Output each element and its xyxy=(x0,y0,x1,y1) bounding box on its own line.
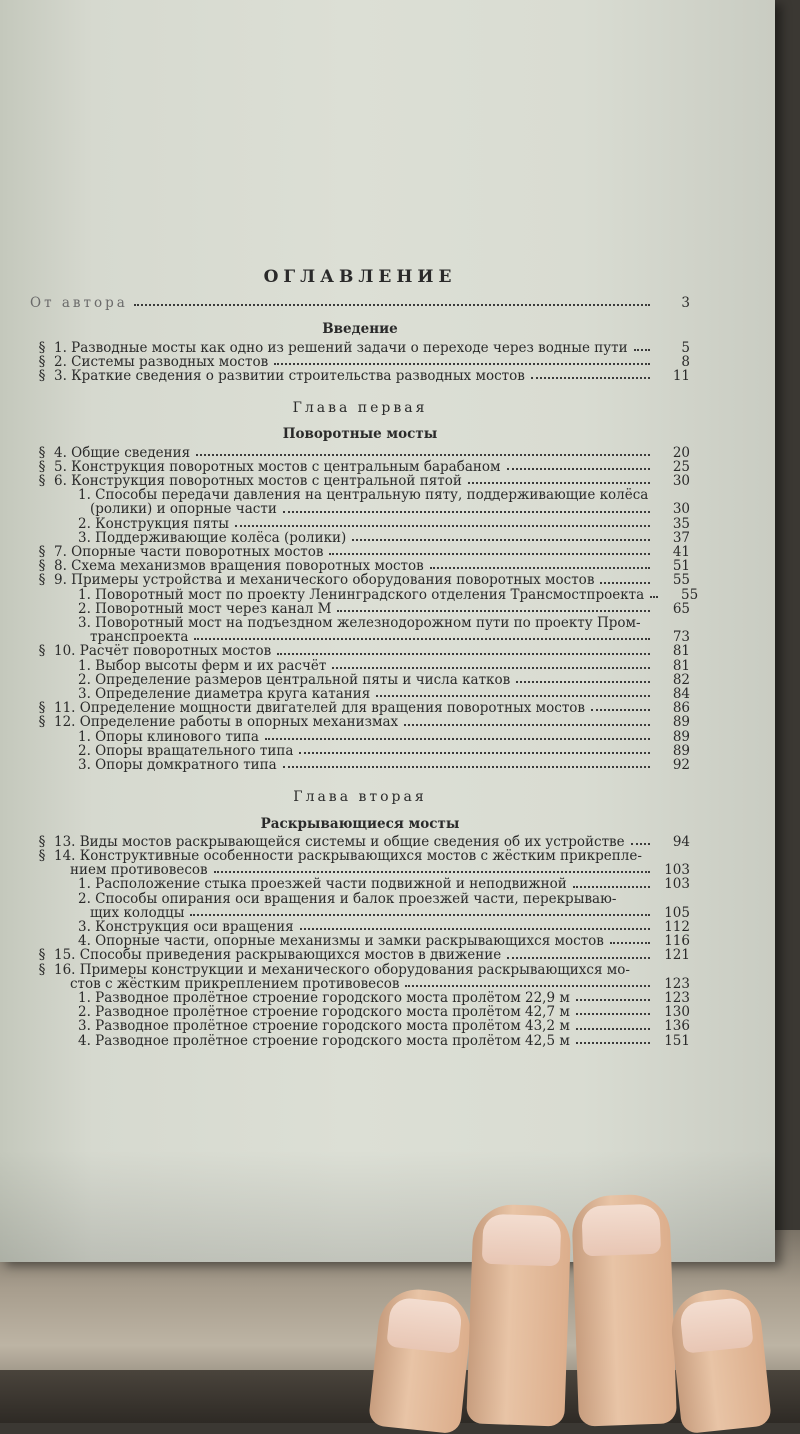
dot-leader xyxy=(332,667,650,669)
toc-entry xyxy=(30,849,690,863)
page-number: 55 xyxy=(680,586,699,603)
entry-continuation: нием противовесов xyxy=(70,862,208,879)
entry-label: 3. Конструкция оси вращения xyxy=(78,918,294,935)
section-sign: § xyxy=(38,643,46,660)
entry-label: 2. Системы разводных мостов xyxy=(54,353,269,370)
toc-entry-continuation xyxy=(30,863,690,877)
toc-entry xyxy=(30,573,690,587)
dot-leader xyxy=(283,511,650,513)
entry-label: 2. Поворотный мост через канал М xyxy=(78,600,332,617)
page-number: 112 xyxy=(664,918,690,935)
toc-subentry xyxy=(30,488,690,502)
section-sign: § xyxy=(38,847,46,864)
section-sign: § xyxy=(38,458,46,475)
page-number: 81 xyxy=(672,657,690,674)
toc-entry-continuation xyxy=(30,502,690,516)
entry-label: 3. Опоры домкратного типа xyxy=(78,757,277,774)
page-number: 3 xyxy=(681,295,690,312)
page-number: 89 xyxy=(672,742,690,759)
chapter-1-label: Глава первая xyxy=(292,400,428,417)
section-sign: § xyxy=(38,473,46,490)
dot-leader xyxy=(299,752,650,754)
fingernail xyxy=(386,1297,463,1354)
dot-leader xyxy=(329,553,650,555)
toc-entry-author xyxy=(30,296,690,310)
dot-leader xyxy=(405,985,650,987)
toc-subentry xyxy=(30,1005,690,1019)
toc-entry xyxy=(30,948,690,962)
toc-subentry xyxy=(30,758,690,772)
toc-entry xyxy=(30,835,690,849)
toc-entry xyxy=(30,355,690,369)
entry-label: 2. Способы опирания оси вращения и балок проезжей части, перекрываю- xyxy=(78,890,617,907)
section-sign: § xyxy=(38,368,46,385)
fingernail xyxy=(482,1214,562,1267)
toc-subentry xyxy=(30,687,690,701)
page-number: 51 xyxy=(672,558,690,575)
dot-leader xyxy=(430,567,650,569)
dot-leader xyxy=(404,724,650,726)
entry-label: 7. Опорные части поворотных мостов xyxy=(54,544,324,561)
dot-leader xyxy=(194,638,650,640)
entry-label: 1. Поворотный мост по проекту Ленинградского отделения Трансмостпроекта xyxy=(78,586,645,603)
dot-leader xyxy=(274,363,650,365)
toc-subentry xyxy=(30,892,690,906)
entry-label: 13. Виды мостов раскрывающейся системы и общие сведения об их устройстве xyxy=(54,833,625,850)
toc-entry xyxy=(30,559,690,573)
dot-leader xyxy=(235,525,650,527)
entry-continuation: щих колодцы xyxy=(90,904,185,921)
entry-label: 4. Разводное пролётное строение городского моста пролётом 42,5 м xyxy=(78,1032,570,1049)
section-sign: § xyxy=(38,961,46,978)
dot-leader xyxy=(650,596,658,598)
dot-leader xyxy=(196,454,650,456)
entry-label: 3. Разводное пролётное строение городского моста пролётом 43,2 м xyxy=(78,1018,570,1035)
dot-leader xyxy=(576,1013,650,1015)
page-number: 37 xyxy=(672,529,690,546)
page-number: 136 xyxy=(664,1018,690,1035)
toc-subentry xyxy=(30,616,690,630)
section-sign: § xyxy=(38,353,46,370)
dot-leader xyxy=(507,957,650,959)
entry-label: 10. Расчёт поворотных мостов xyxy=(54,643,272,660)
toc-entry xyxy=(30,460,690,474)
page-number: 82 xyxy=(672,671,690,688)
entry-label: 11. Определение мощности двигателей для вращения поворотных мостов xyxy=(54,700,586,717)
page-number: 105 xyxy=(664,904,690,921)
section-sign: § xyxy=(38,700,46,717)
dot-leader xyxy=(468,482,650,484)
entry-label: 6. Конструкция поворотных мостов с центральной пятой xyxy=(54,473,462,490)
toc-entry xyxy=(30,341,690,355)
toc-subentry xyxy=(30,730,690,744)
page-number: 8 xyxy=(681,353,690,370)
page-number: 5 xyxy=(681,339,690,356)
page-number: 123 xyxy=(664,989,690,1006)
toc-subentry xyxy=(30,1019,690,1033)
toc-entry xyxy=(30,369,690,383)
dot-leader xyxy=(507,468,650,470)
page-number: 121 xyxy=(664,947,690,964)
dot-leader xyxy=(576,999,650,1001)
page-number: 86 xyxy=(672,700,690,717)
author-label: От автора xyxy=(30,295,128,312)
entry-continuation: транспроекта xyxy=(90,629,189,646)
finger-1 xyxy=(368,1286,474,1434)
toc-subentry xyxy=(30,673,690,687)
entry-label: 1. Способы передачи давления на центральную пяту, поддерживающие колёса xyxy=(78,487,649,504)
dot-leader xyxy=(214,871,650,873)
entry-label: 14. Конструктивные особенности раскрывающихся мостов с жёстким прикрепле- xyxy=(54,847,642,864)
dot-leader xyxy=(277,653,650,655)
page-number: 92 xyxy=(672,757,690,774)
entry-label: 3. Поворотный мост на подъездном железнодорожном пути по проекту Пром- xyxy=(78,615,641,632)
section-sign: § xyxy=(38,833,46,850)
intro-list xyxy=(30,341,690,384)
toc-subentry xyxy=(30,1034,690,1048)
dot-leader xyxy=(600,582,650,584)
table-of-contents xyxy=(30,267,699,1049)
toc-subentry xyxy=(30,877,690,891)
page-number: 65 xyxy=(672,600,690,617)
page-number: 81 xyxy=(672,643,690,660)
toc-entry-continuation xyxy=(30,630,690,644)
intro-heading: Введение xyxy=(322,321,398,338)
section-sign: § xyxy=(38,339,46,356)
toc-entry xyxy=(30,963,690,977)
toc-subentry xyxy=(30,991,690,1005)
entry-label: 3. Краткие сведения о развитии строительства разводных мостов xyxy=(54,368,525,385)
section-sign: § xyxy=(38,444,46,461)
entry-label: 3. Определение диаметра круга катания xyxy=(78,686,371,703)
entry-label: 5. Конструкция поворотных мостов с центральным барабаном xyxy=(54,458,501,475)
finger-2 xyxy=(466,1203,572,1426)
dot-leader xyxy=(337,610,650,612)
entry-label: 3. Поддерживающие колёса (ролики) xyxy=(78,529,347,546)
toc-subentry xyxy=(30,659,690,673)
dot-leader xyxy=(134,304,650,306)
section-sign: § xyxy=(38,714,46,731)
dot-leader xyxy=(352,539,650,541)
toc-subentry xyxy=(30,744,690,758)
page-number: 41 xyxy=(672,544,690,561)
page-number: 89 xyxy=(672,714,690,731)
toc-subentry xyxy=(30,531,690,545)
page-number: 25 xyxy=(672,458,690,475)
finger-3 xyxy=(571,1193,677,1426)
page-number: 73 xyxy=(672,629,690,646)
entry-label: 4. Опорные части, опорные механизмы и замки раскрывающихся мостов xyxy=(78,933,604,950)
page-number: 116 xyxy=(664,933,690,950)
toc-entry xyxy=(30,474,690,488)
dot-leader xyxy=(610,942,650,944)
page-number: 55 xyxy=(672,572,690,589)
page-number: 11 xyxy=(672,368,690,385)
dot-leader xyxy=(631,843,650,845)
page-number: 30 xyxy=(672,473,690,490)
page-number: 123 xyxy=(664,975,690,992)
entry-label: 2. Разводное пролётное строение городского моста пролётом 42,7 м xyxy=(78,1004,570,1021)
entry-label: 1. Выбор высоты ферм и их расчёт xyxy=(78,657,327,674)
chapter-2-title: Раскрывающиеся мосты xyxy=(260,815,460,832)
section-sign: § xyxy=(38,558,46,575)
page-number: 94 xyxy=(672,833,690,850)
dot-leader xyxy=(634,349,650,351)
dot-leader xyxy=(376,695,650,697)
chapter-1-list xyxy=(30,444,699,774)
entry-continuation: (ролики) и опорные части xyxy=(90,501,277,518)
toc-subentry xyxy=(30,517,690,531)
section-sign: § xyxy=(38,572,46,589)
dot-leader xyxy=(531,377,650,379)
toc-entry xyxy=(30,701,690,715)
toc-entry xyxy=(30,545,690,559)
dot-leader xyxy=(516,681,650,683)
toc-entry-continuation xyxy=(30,906,690,920)
page-number: 30 xyxy=(672,501,690,518)
page-number: 35 xyxy=(672,515,690,532)
dot-leader xyxy=(283,766,650,768)
dot-leader xyxy=(573,886,650,888)
entry-label: 1. Опоры клинового типа xyxy=(78,728,259,745)
page-number: 103 xyxy=(664,876,690,893)
toc-entry xyxy=(30,446,690,460)
entry-label: 8. Схема механизмов вращения поворотных мостов xyxy=(54,558,424,575)
entry-label: 1. Расположение стыка проезжей части подвижной и неподвижной xyxy=(78,876,567,893)
page-number: 151 xyxy=(664,1032,690,1049)
toc-entry xyxy=(30,715,690,729)
entry-label: 12. Определение работы в опорных механизмах xyxy=(54,714,399,731)
fingernail xyxy=(679,1297,754,1354)
toc-title: ОГЛАВЛЕНИЕ xyxy=(263,267,457,287)
toc-subentry xyxy=(30,934,690,948)
section-sign: § xyxy=(38,947,46,964)
page-number: 89 xyxy=(672,728,690,745)
chapter-2-list xyxy=(30,835,690,1048)
page-number: 20 xyxy=(672,444,690,461)
chapter-2-label: Глава вторая xyxy=(293,789,427,806)
entry-label: 15. Способы приведения раскрывающихся мостов в движение xyxy=(54,947,502,964)
entry-label: 1. Разводное пролётное строение городского моста пролётом 22,9 м xyxy=(78,989,570,1006)
page-number: 84 xyxy=(672,686,690,703)
chapter-1-title: Поворотные мосты xyxy=(282,426,438,443)
toc-subentry xyxy=(30,586,699,603)
entry-label: 4. Общие сведения xyxy=(54,444,191,461)
page-number: 103 xyxy=(664,862,690,879)
entry-continuation: стов с жёстким прикреплением противовесов xyxy=(70,975,400,992)
page-number: 130 xyxy=(664,1004,690,1021)
dot-leader xyxy=(265,738,650,740)
toc-subentry xyxy=(30,920,690,934)
dot-leader xyxy=(576,1028,650,1030)
entry-label: 16. Примеры конструкции и механического оборудования раскрывающихся мо- xyxy=(54,961,630,978)
toc-entry-continuation xyxy=(30,977,690,991)
dot-leader xyxy=(300,928,650,930)
toc-subentry xyxy=(30,602,690,616)
toc-entry xyxy=(30,644,690,658)
entry-label: 9. Примеры устройства и механического оборудования поворотных мостов xyxy=(54,572,595,589)
entry-label: 2. Опоры вращательного типа xyxy=(78,742,294,759)
entry-label: 1. Разводные мосты как одно из решений задачи о переходе через водные пути xyxy=(54,339,628,356)
fingernail xyxy=(581,1204,661,1257)
entry-label: 2. Конструкция пяты xyxy=(78,515,230,532)
dot-leader xyxy=(591,709,650,711)
section-sign: § xyxy=(38,544,46,561)
entry-label: 2. Определение размеров центральной пяты и числа катков xyxy=(78,671,511,688)
dot-leader xyxy=(190,914,650,916)
dot-leader xyxy=(576,1042,650,1044)
